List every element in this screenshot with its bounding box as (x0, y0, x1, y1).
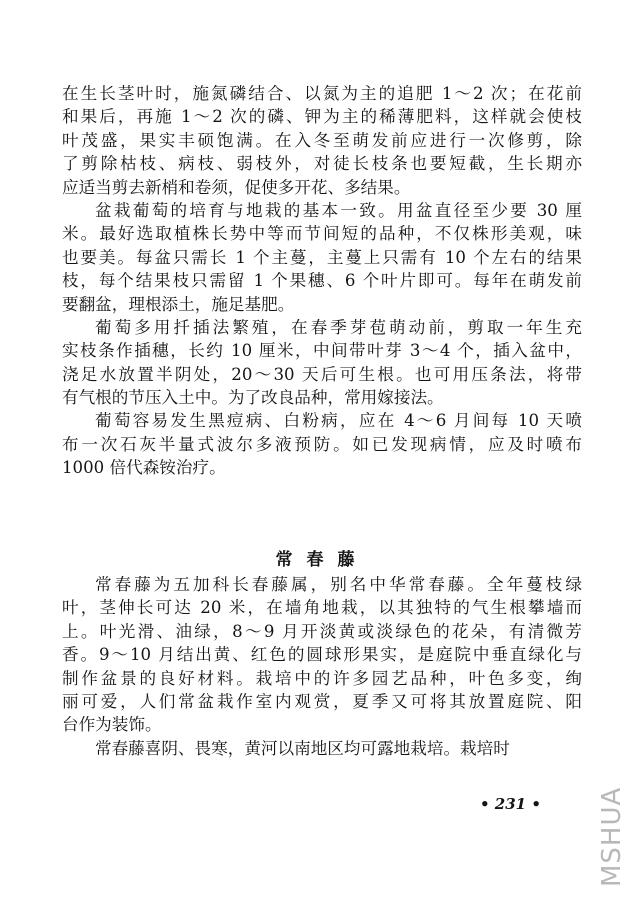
paragraph (62, 737, 582, 760)
text-line: 1000 倍代森铵治疗。 (62, 458, 226, 478)
text-line: 制作盆景的良好材料。栽培中的许多园艺品种，叶色多变，绚 (62, 668, 582, 688)
text-line: 香。9～10 月结出黄、红色的圆球形果实，是庭院中垂直绿化与 (62, 645, 582, 665)
text-line: 也要美。每盆只需长 1 个主蔓，主蔓上只需有 10 个左右的结果 (62, 247, 582, 267)
paragraph (62, 409, 582, 479)
text-line: 浇足水放置半阴处，20～30 天后可生根。也可用压条法，将带 (62, 364, 582, 384)
text-line: 盆栽葡萄的培育与地栽的基本一致。用盆直径至少要 30 厘 (95, 200, 582, 220)
text-line: 台作为装饰。 (62, 715, 162, 735)
text-line: 了剪除枯枝、病枝、弱枝外，对徒长枝条也要短截，生长期亦 (62, 154, 582, 174)
text-line: 葡萄容易发生黑痘病、白粉病，应在 4～6 月间每 10 天喷 (95, 411, 582, 431)
paragraph (62, 82, 582, 199)
text-line: 要翻盆，理根添土，施足基肥。 (62, 294, 295, 314)
page-number: • 231 • (480, 795, 541, 813)
text-line: 应适当剪去新梢和卷须，促使多开花、多结果。 (62, 177, 411, 197)
text-line: 和果后，再施 1～2 次的磷、钾为主的稀薄肥料，这样就会使枝 (62, 107, 582, 127)
text-line: 常春藤为五加科长春藤属，别名中华常春藤。全年蔓枝绿 (95, 575, 582, 594)
text-line: 实枝条作插穗，长约 10 厘米，中间带叶芽 3～4 个，插入盆中， (62, 341, 582, 361)
text-line: 米。最好选取植株长势中等而节间短的品种，不仅株形美观，味 (62, 224, 582, 244)
paragraph (62, 199, 582, 316)
text-line: 叶茂盛，果实丰硕饱满。在入冬至萌发前应进行一次修剪，除 (62, 130, 582, 150)
text-line: 有气根的节压入土中。为了改良品种，常用嫁接法。 (62, 388, 444, 408)
text-line: 常春藤喜阴、畏寒，黄河以南地区均可露地栽培。栽培时 (95, 738, 510, 758)
paragraph (62, 316, 582, 410)
watermark: MSHUA (597, 786, 627, 888)
text-block-bottom (62, 573, 582, 760)
paragraph (62, 573, 582, 737)
text-line: 枝，每个结果枝只需留 1 个果穗、6 个叶片即可。每年在萌发前 (62, 271, 582, 291)
text-line: 葡萄多用扦插法繁殖，在春季芽苞萌动前，剪取一年生充 (95, 317, 582, 337)
text-line: 叶，茎伸长可达 20 米，在墙角地栽，以其独特的气生根攀墙而 (62, 598, 582, 618)
text-line: 布一次石灰半量式波尔多液预防。如已发现病情，应及时喷布 (62, 434, 582, 454)
text-block-top (62, 82, 582, 480)
text-line: 丽可爱，人们常盆栽作室内观赏，夏季又可将其放置庭院、阳 (62, 691, 582, 711)
text-line: 在生长茎叶时，施氮磷结合、以氮为主的追肥 1～2 次；在花前 (62, 84, 582, 103)
text-line: 上。叶光滑、油绿，8～9 月开淡黄或淡绿色的花朵，有清微芳 (62, 621, 582, 641)
section-title: 常春藤 (275, 550, 369, 570)
